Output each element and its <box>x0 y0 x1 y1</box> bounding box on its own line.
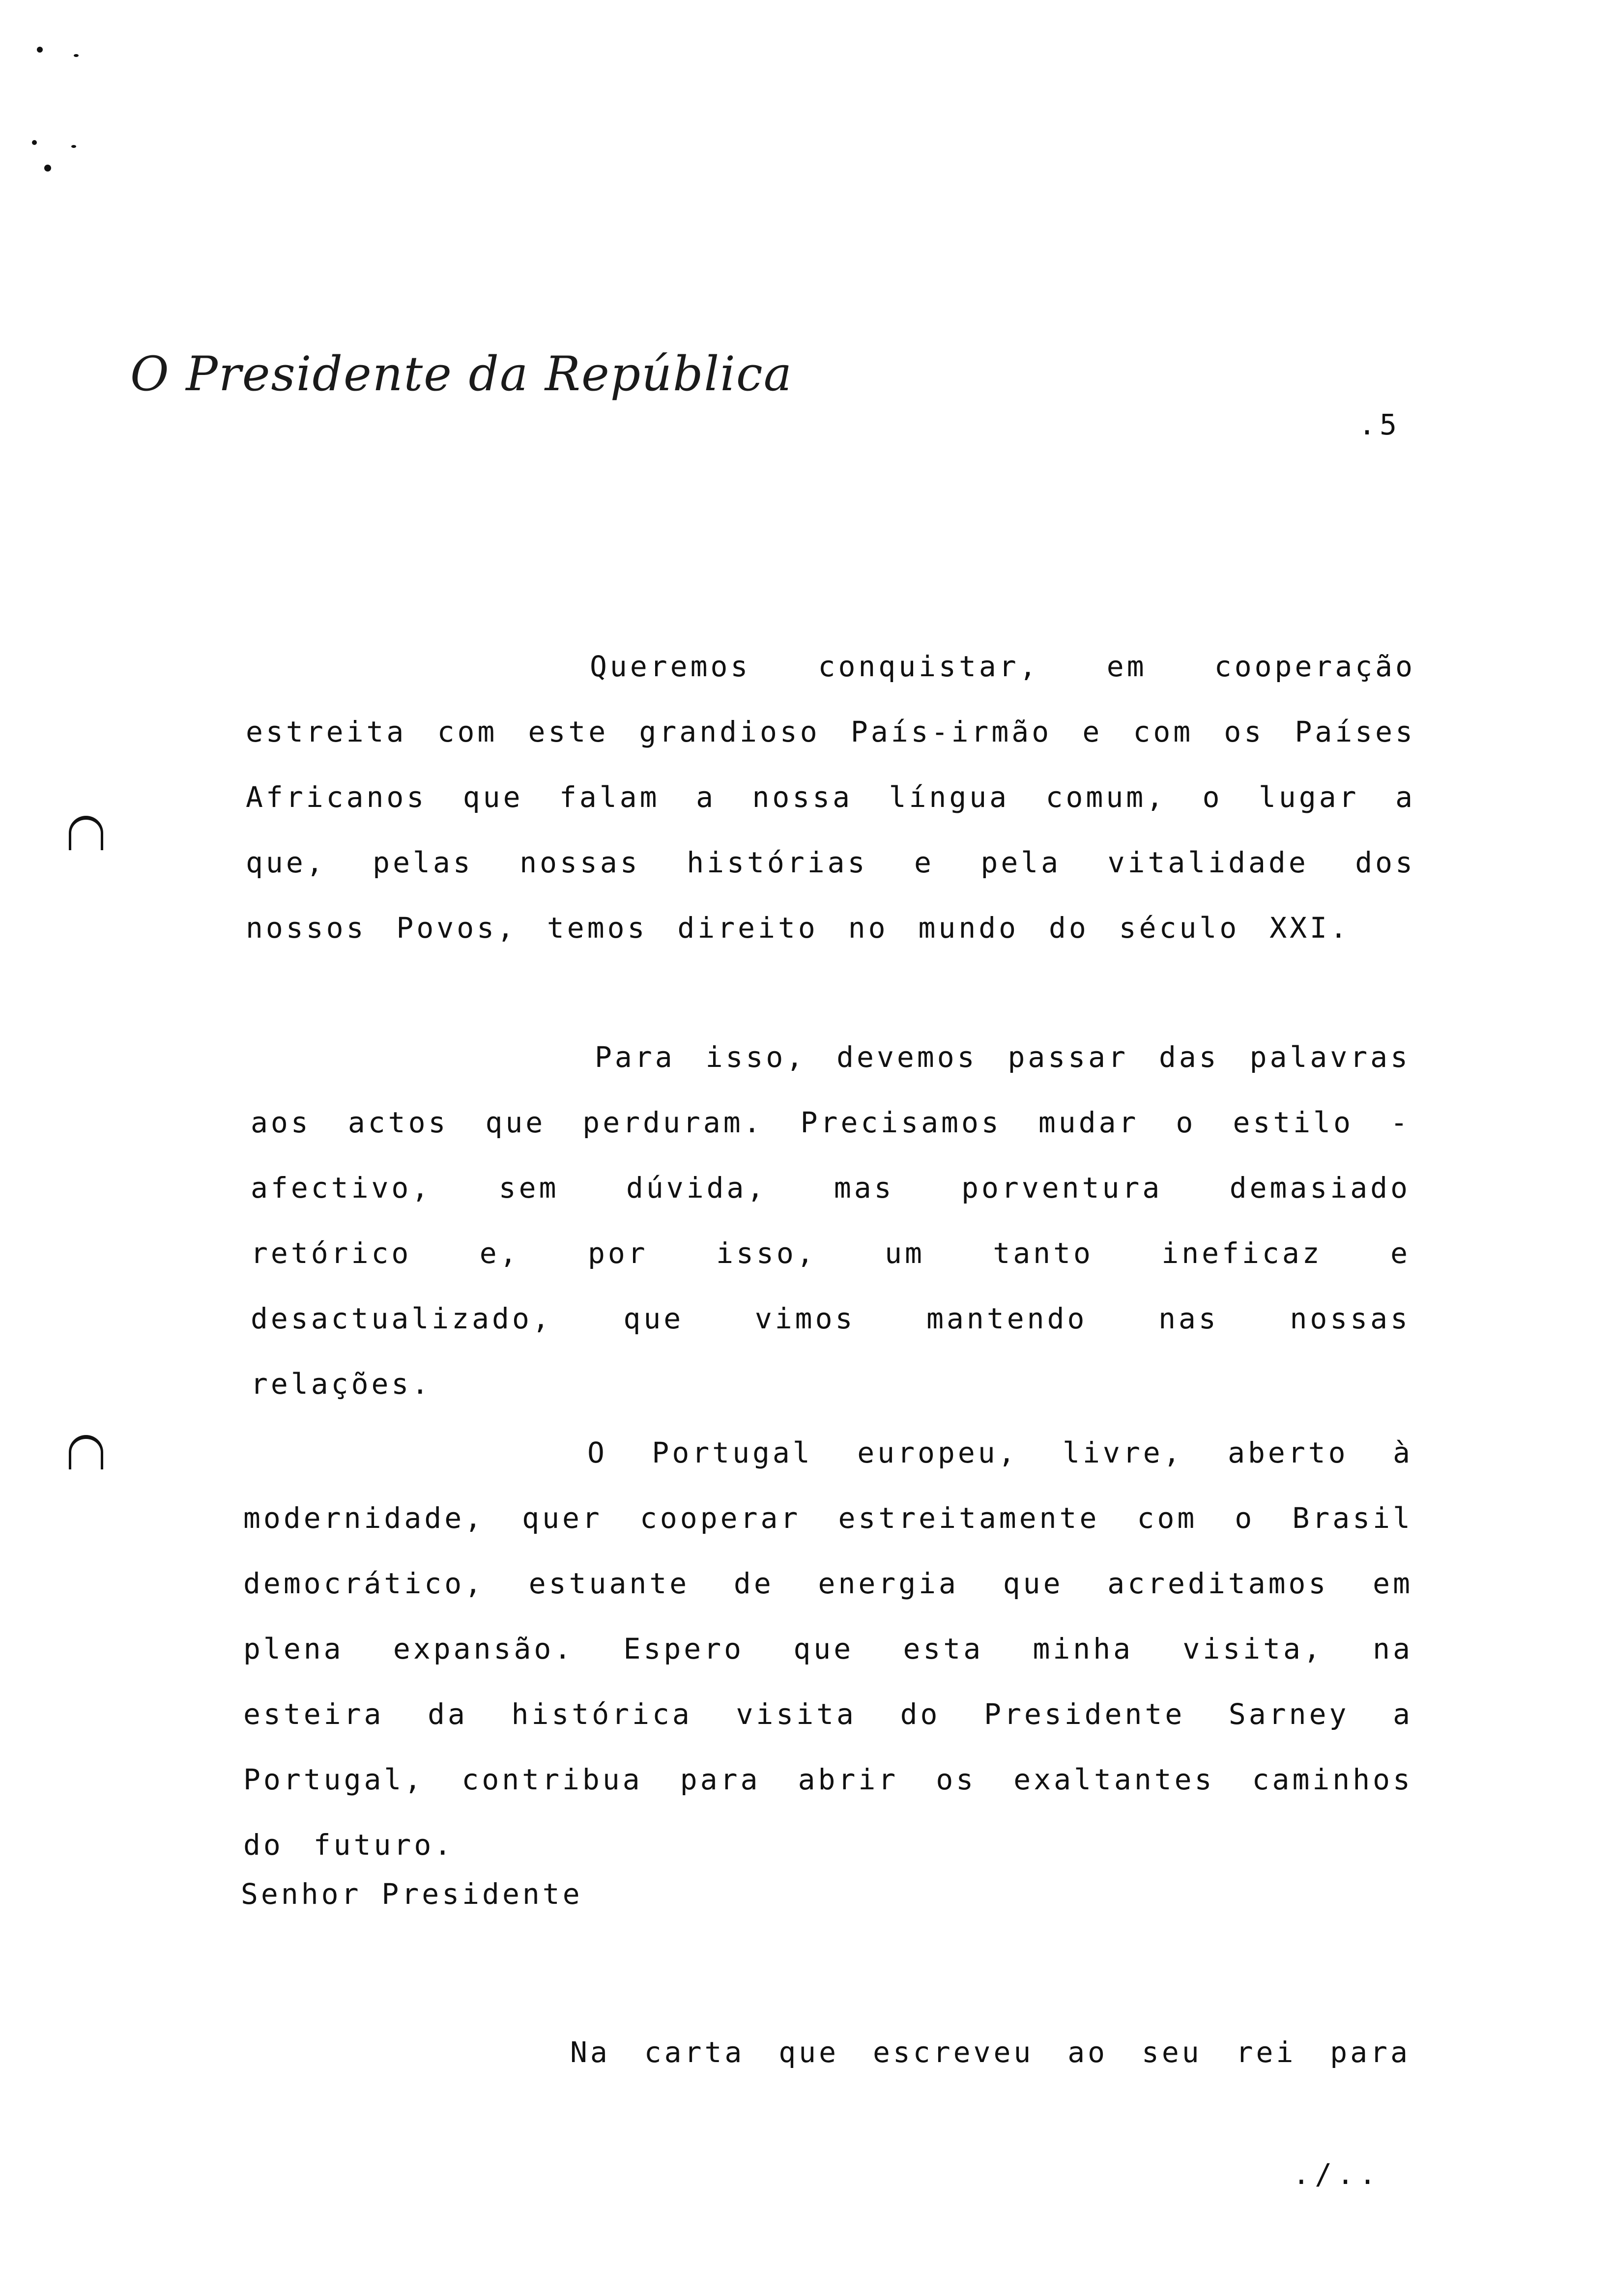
salutation: Senhor Presidente <box>241 1877 583 1911</box>
scan-speck <box>71 145 76 148</box>
punch-hole-mark <box>69 1435 103 1469</box>
paragraph: Queremos conquistar, em cooperação estreita com este grandioso País-irmão e com os Países Africanos que falam a nossa língua comum, o lugar a que, pelas nossas histórias e pela vitalidade dos nossos Povos, temos direito no mundo do século XXI. <box>246 650 1415 945</box>
punch-hole-mark <box>69 816 103 850</box>
scan-speck <box>37 47 43 53</box>
continuation-mark: ./.. <box>1293 2157 1381 2191</box>
scan-speck <box>32 140 37 145</box>
paragraph: O Portugal europeu, livre, aberto à modernidade, quer cooperar estreitamente com o Brasil democrático, estuante de energia que acreditamos em plena expansão. Espero que esta minha visita, na esteira da histórica visita do Presidente Sarney a Portugal, contribua para abrir os exaltantes caminhos do futuro. <box>243 1436 1413 1862</box>
scan-speck <box>74 54 79 57</box>
scan-speck <box>44 165 51 172</box>
closing-paragraph: Na carta que escreveu ao seu rei para <box>570 2036 1410 2069</box>
paragraph: Para isso, devemos passar das palavras aos actos que perduram. Precisamos mudar o estilo - afectivo, sem dúvida, mas porventura demasiado retórico e, por isso, um tanto ineficaz e desactualizado, que vimos mantendo nas nossas relações. <box>251 1040 1410 1401</box>
letterhead-title: O Presidente da República <box>130 346 793 402</box>
page-number: .5 <box>1358 408 1401 441</box>
